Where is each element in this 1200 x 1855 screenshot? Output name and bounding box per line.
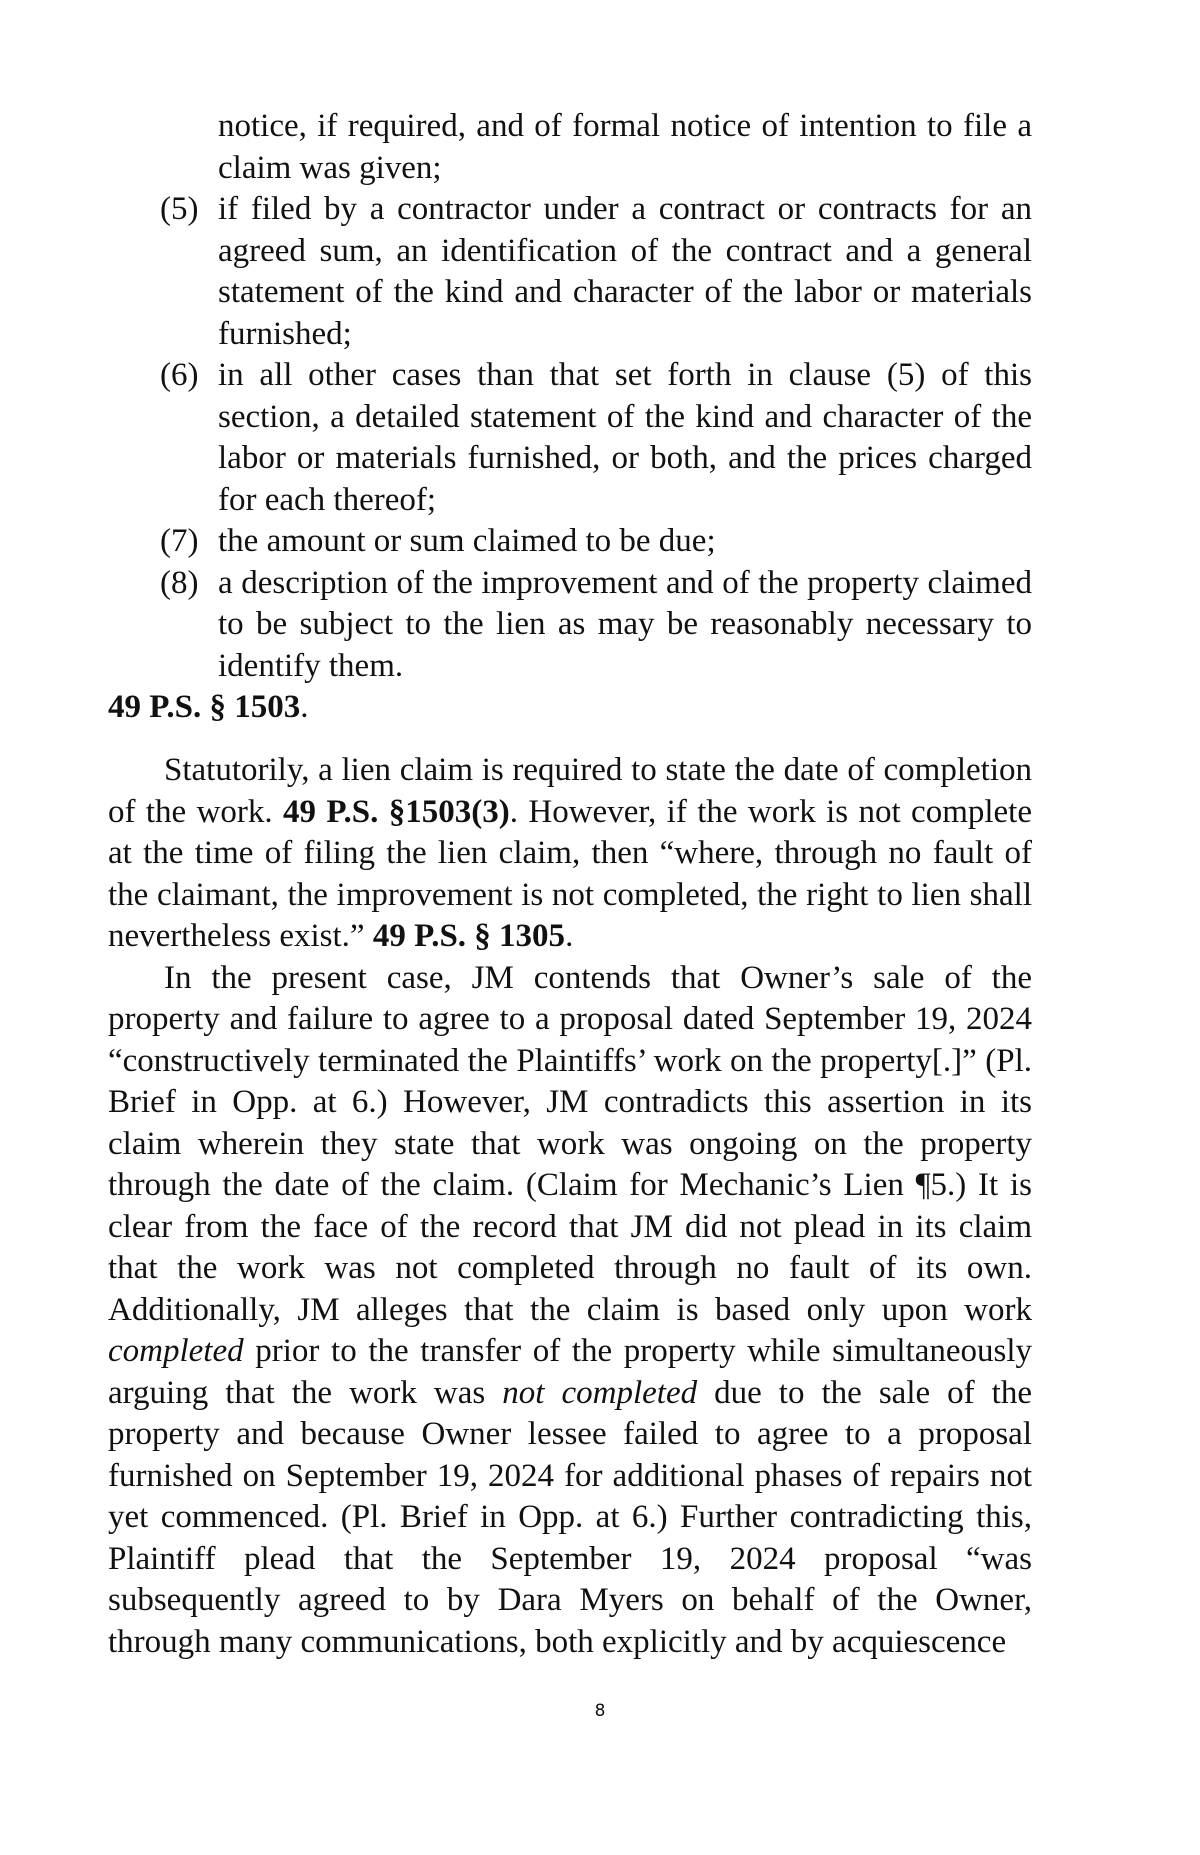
list-item-number: (7) [160, 523, 199, 559]
list-continuation-text: notice, if required, and of formal notice of intention to file a claim was given; [218, 108, 1032, 186]
list-item-number: (5) [160, 191, 199, 227]
para1-text-1: Statutorily, a lien claim is required to state the date of completion of the work. [108, 752, 1032, 830]
paragraph-statutory [108, 750, 1032, 958]
para2-text-1: In the present case, JM contends that Owner’s sale of the property and failure to agree to a proposal dated September 19, 2024 “constructively terminated the Plaintiffs’ work on the property[.]” (Pl. Brief in Opp. at 6.) However, JM contradicts this assertion in its claim wherein they state that work was ongoing on the property through the date of the claim. (Claim for Mechanic’s Lien ¶5.) It is clear from the face of the record that JM did not plead in its claim that the work was not completed through no fault of its own. Additionally, JM alleges that the claim is based only upon work [108, 959, 1032, 1328]
list-item [160, 355, 1032, 521]
para2-text-2: prior to the transfer of the property while simultaneously arguing that the work was [108, 1333, 1032, 1411]
statute-citation [108, 687, 308, 729]
para2-text-3: due to the sale of the property and because Owner lessee failed to agree to a proposal furnished on September 19, 2024 for additional phases of repairs not yet commenced. (Pl. Brief in Opp. at 6.) Further contradicting this, Plaintiff plead that the September 19, 2024 proposal “was subsequently agreed to by Dara Myers on behalf of the Owner, through many communications, both explicitly and by acquiescence [108, 1374, 1032, 1660]
statute-list [160, 106, 1032, 687]
para1-citation-1: 49 P.S. §1503(3) [283, 793, 510, 830]
citation-tail: . [300, 689, 309, 725]
list-item [160, 189, 1032, 355]
list-item-number: (6) [160, 357, 199, 393]
para1-text-2: . However, if the work is not complete at the time of filing the lien claim, then “where, through no fault of the claimant, the improvement is not completed, the right to lien shall nevertheless exist.” [108, 793, 1032, 954]
list-item [160, 521, 1032, 563]
para1-text-3: . [565, 918, 574, 954]
list-item-number: (8) [160, 564, 199, 601]
list-item-text: a description of the improvement and of the property claimed to be subject to the lien as may be reasonably necessary to identify them. [218, 564, 1032, 684]
body-text [108, 750, 1032, 1663]
page-number: 8 [594, 1701, 606, 1721]
paragraph-present-case [108, 958, 1032, 1664]
list-continuation [160, 106, 1032, 189]
list-item-text: if filed by a contractor under a contract or contracts for an agreed sum, an identification of the contract and a general statement of the kind and character of the labor or materials furnished; [218, 191, 1032, 352]
para2-emphasis-1: completed [108, 1333, 244, 1369]
list-item-text: the amount or sum claimed to be due; [218, 523, 716, 559]
list-item [160, 563, 1032, 688]
citation-bold: 49 P.S. § 1503 [108, 689, 301, 725]
list-item-text: in all other cases than that set forth in clause (5) of this section, a detailed statement of the kind and character of the labor or materials furnished, or both, and the prices charged for each thereof; [218, 357, 1032, 518]
para1-citation-2: 49 P.S. § 1305 [372, 918, 566, 954]
para2-emphasis-2: not completed [502, 1374, 698, 1411]
